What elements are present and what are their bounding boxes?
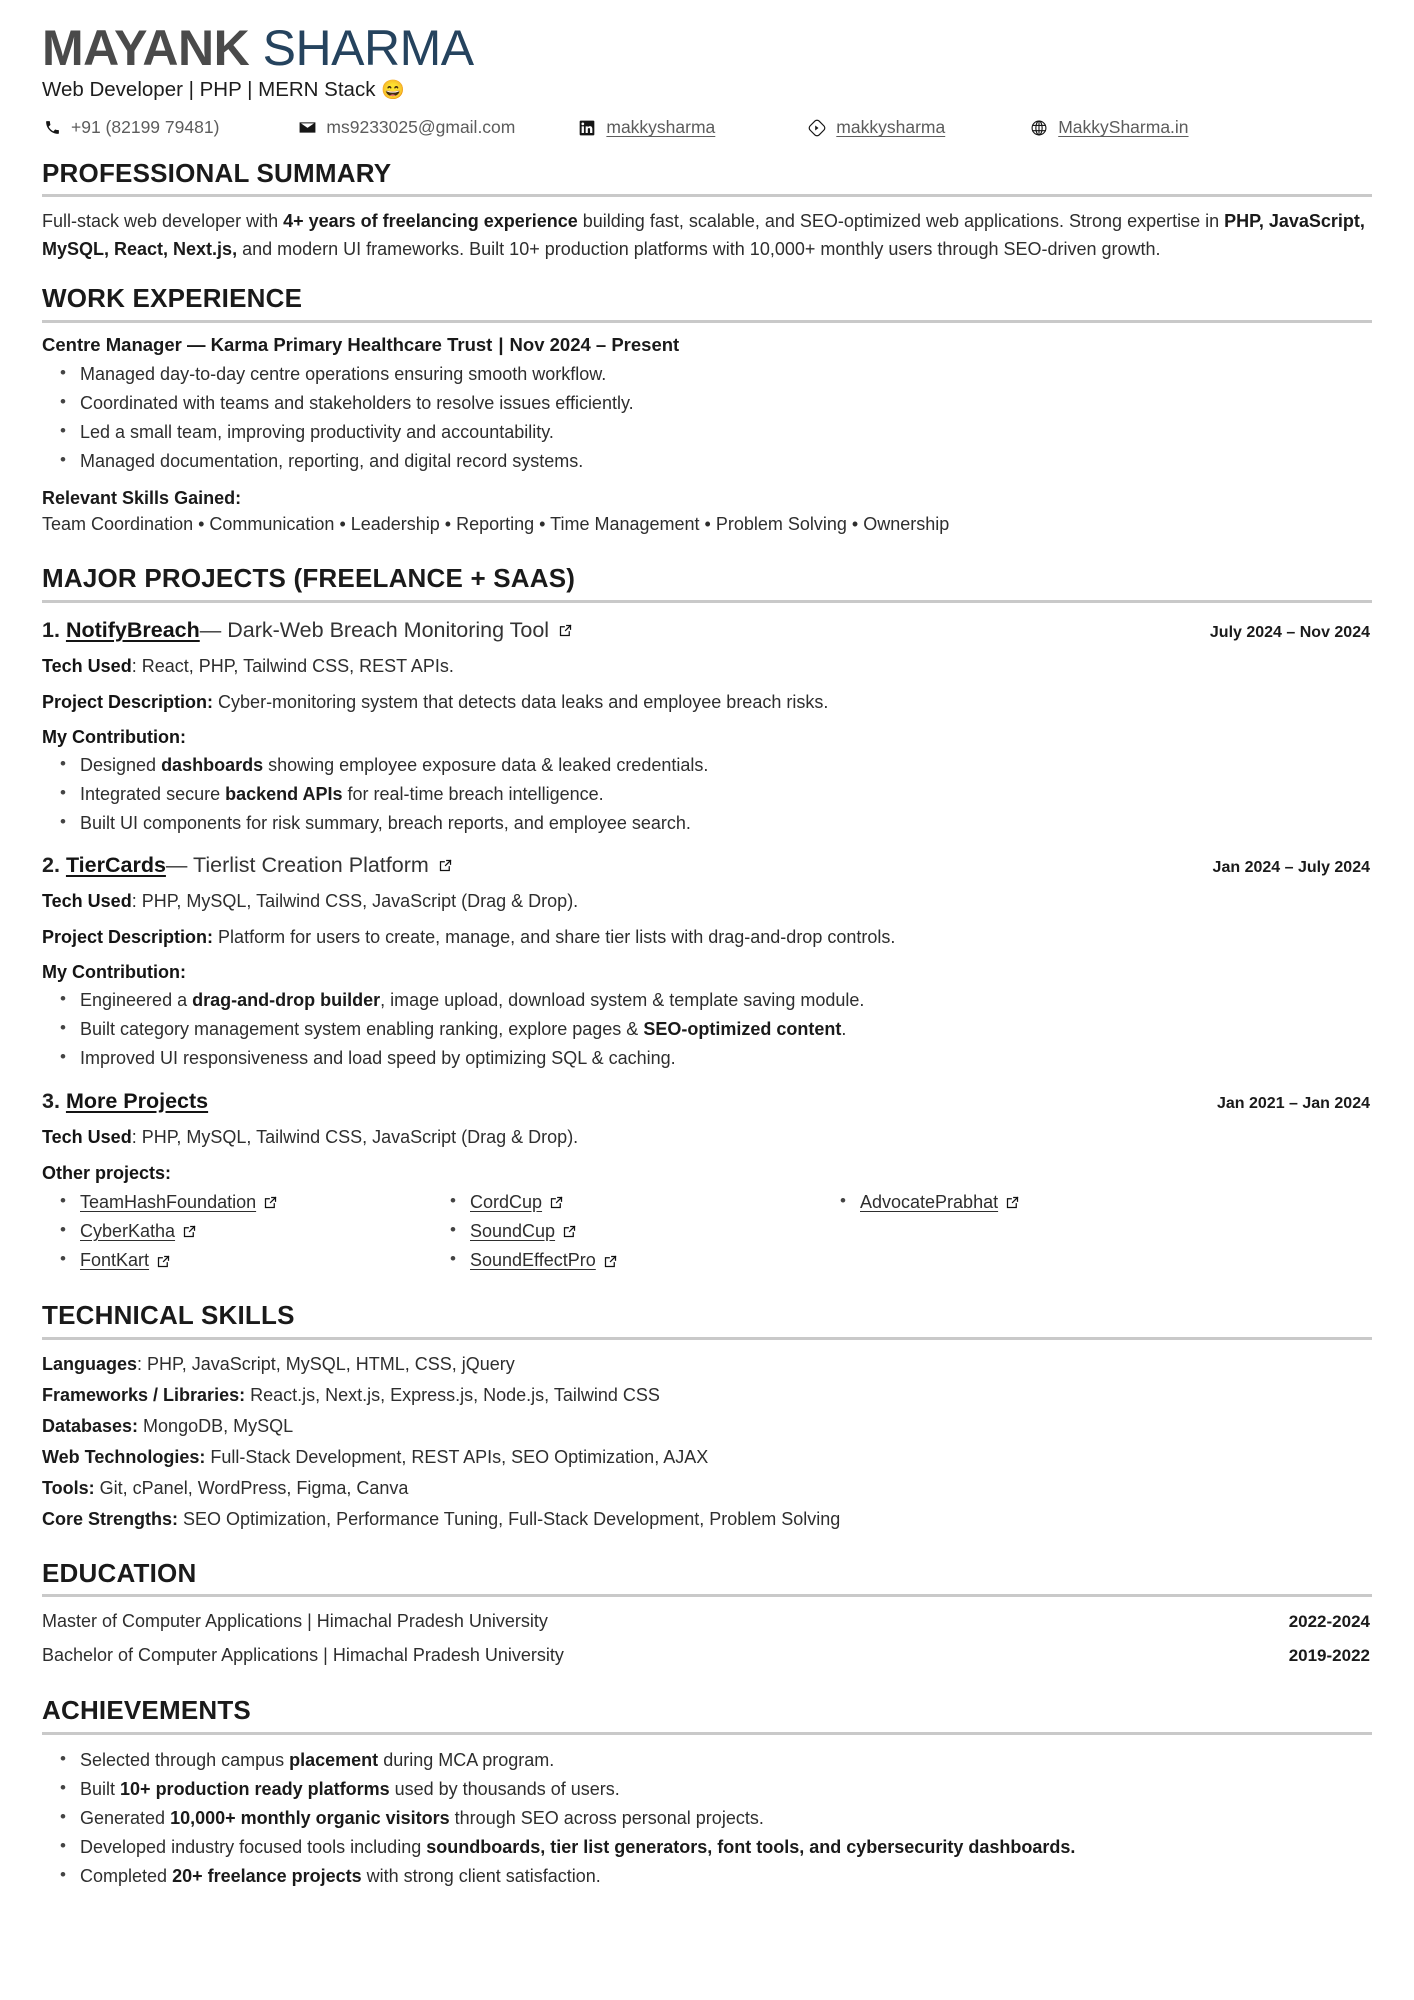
- external-link-icon[interactable]: [438, 858, 453, 873]
- project-date: Jan 2021 – Jan 2024: [1216, 1094, 1370, 1112]
- other-project-link[interactable]: CordCup: [470, 1191, 543, 1212]
- other-project-item: [80, 1246, 432, 1275]
- contact-website[interactable]: [1029, 117, 1188, 138]
- other-projects-label: Other projects:: [42, 1162, 172, 1183]
- project-heading-row: [42, 617, 1372, 644]
- divider: [42, 600, 1372, 603]
- contribution-label: My Contribution:: [42, 962, 186, 983]
- list-item: • Designed dashboards showing employee exposure data & leaked credentials.: [80, 751, 1372, 780]
- smile-emoji-icon: 😄: [381, 80, 405, 101]
- skill-row: [42, 1413, 1372, 1440]
- project-number: 2.: [42, 853, 60, 878]
- project-name[interactable]: NotifyBreach: [65, 617, 200, 642]
- emphasis: placement: [289, 1749, 379, 1770]
- other-project-item: [80, 1188, 432, 1217]
- other-projects-column-3: [822, 1188, 1372, 1275]
- other-project-link[interactable]: CyberKatha: [80, 1220, 176, 1241]
- skill-value: : PHP, JavaScript, MySQL, HTML, CSS, jQuery: [137, 1353, 515, 1374]
- tech-value: : PHP, MySQL, Tailwind CSS, JavaScript (Drag & Drop).: [131, 891, 579, 912]
- phone-icon: [42, 118, 62, 138]
- emphasis: soundboards, tier list generators, font tools, and cybersecurity dashboards.: [426, 1837, 1076, 1857]
- other-project-item: [470, 1217, 822, 1246]
- external-link-icon[interactable]: [1005, 1195, 1020, 1210]
- tech-label: Tech Used: [42, 891, 132, 912]
- skill-label: Databases:: [42, 1415, 139, 1436]
- project-date: July 2024 – Nov 2024: [1209, 623, 1370, 641]
- list-item: • Built category management system enabling ranking, explore pages & SEO-optimized content.: [80, 1015, 1372, 1044]
- project-title: [42, 852, 453, 879]
- list-item: • Developed industry focused tools including soundboards, tier list generators, font tools, and cybersecurity dashboards.: [80, 1833, 1372, 1862]
- project-heading-row: [42, 1088, 1372, 1115]
- phone-number: +91 (82199 79481): [71, 117, 220, 138]
- skill-label: Core Strengths:: [42, 1508, 179, 1529]
- education-row: [42, 1642, 1372, 1670]
- other-project-link[interactable]: TeamHashFoundation: [80, 1191, 257, 1212]
- other-project-link[interactable]: SoundEffectPro: [470, 1249, 596, 1270]
- project-tech: [42, 653, 1372, 680]
- divider: [42, 1337, 1372, 1340]
- list-item: • Improved UI responsiveness and load speed by optimizing SQL & caching.: [80, 1044, 1372, 1073]
- divider: [42, 320, 1372, 323]
- education-degree: Master of Computer Applications | Himachal Pradesh University: [42, 1611, 548, 1632]
- project-entry: [42, 617, 1372, 838]
- section-title-projects: MAJOR PROJECTS (FREELANCE + SAAS): [42, 563, 576, 594]
- hashnode-handle[interactable]: makkysharma: [836, 117, 946, 138]
- tagline-text: Web Developer | PHP | MERN Stack: [42, 78, 376, 101]
- emphasis: 20+ freelance projects: [172, 1866, 362, 1887]
- contact-row: [42, 115, 1372, 141]
- email-address: ms9233025@gmail.com: [326, 117, 516, 138]
- project-heading-row: [42, 852, 1372, 879]
- list-item: • Completed 20+ freelance projects with strong client satisfaction.: [80, 1862, 1372, 1891]
- project-list: [42, 617, 1372, 1074]
- external-link-icon[interactable]: [182, 1224, 197, 1239]
- section-technical-skills: [42, 1301, 1372, 1533]
- relevant-skills-value: Team Coordination • Communication • Leadership • Reporting • Time Management • Problem Solving • Ownership: [42, 514, 950, 535]
- other-project-item: [80, 1217, 432, 1246]
- contact-phone: [42, 117, 219, 138]
- section-title-summary: PROFESSIONAL SUMMARY: [42, 157, 392, 188]
- external-link-icon[interactable]: [562, 1224, 577, 1239]
- other-projects-columns: [42, 1188, 1372, 1275]
- project-date: Jan 2024 – July 2024: [1212, 859, 1370, 877]
- linkedin-icon: [577, 118, 597, 138]
- skill-value: Git, cPanel, WordPress, Figma, Canva: [94, 1477, 409, 1498]
- other-projects-column-1: [42, 1188, 432, 1275]
- project-tech: [42, 888, 1372, 915]
- project-title: [42, 1088, 208, 1115]
- contact-linkedin[interactable]: [577, 117, 715, 138]
- project-subtitle: — Dark-Web Breach Monitoring Tool: [199, 617, 550, 642]
- description-label: Project Description:: [42, 927, 214, 948]
- relevant-skills-label: Relevant Skills Gained:: [42, 488, 242, 509]
- project-more-projects: [42, 1088, 1372, 1275]
- linkedin-handle[interactable]: makkysharma: [606, 117, 716, 138]
- list-item: • Managed documentation, reporting, and digital record systems.: [80, 447, 1372, 476]
- section-title-skills: TECHNICAL SKILLS: [42, 1299, 295, 1330]
- other-project-link[interactable]: SoundCup: [470, 1220, 556, 1241]
- divider: [42, 1594, 1372, 1597]
- education-row: [42, 1608, 1372, 1636]
- achievement-list: [42, 1746, 1372, 1892]
- section-achievements: [42, 1696, 1372, 1891]
- contact-hashnode[interactable]: [807, 117, 945, 138]
- education-year: 2019-2022: [1288, 1646, 1370, 1666]
- section-professional-summary: [42, 159, 1372, 264]
- skills-list: [42, 1351, 1372, 1533]
- divider: [42, 194, 1372, 197]
- list-item: • Generated 10,000+ monthly organic visitors through SEO across personal projects.: [80, 1804, 1372, 1833]
- page-title: [42, 22, 1372, 75]
- other-projects-column-2: [432, 1188, 822, 1275]
- project-description: [42, 924, 1372, 951]
- list-item: • Engineered a drag-and-drop builder, image upload, download system & template saving module.: [80, 986, 1372, 1015]
- list-item: • Led a small team, improving productivity and accountability.: [80, 418, 1372, 447]
- section-work-experience: [42, 284, 1372, 538]
- tech-label: Tech Used: [42, 655, 132, 676]
- skill-row: [42, 1506, 1372, 1533]
- last-name: SHARMA: [262, 20, 474, 76]
- tech-value: : PHP, MySQL, Tailwind CSS, JavaScript (Drag & Drop).: [131, 1126, 579, 1147]
- list-item: • Coordinated with teams and stakeholders to resolve issues efficiently.: [80, 389, 1372, 418]
- list-item: • Integrated secure backend APIs for real-time breach intelligence.: [80, 780, 1372, 809]
- project-title: [42, 617, 573, 644]
- emphasis: dashboards: [161, 754, 264, 775]
- job-separator: |: [498, 333, 504, 355]
- tech-label: Tech Used: [42, 1126, 132, 1147]
- external-link-icon[interactable]: [603, 1254, 618, 1269]
- other-project-link[interactable]: FontKart: [80, 1249, 150, 1270]
- list-item: • Managed day-to-day centre operations ensuring smooth workflow.: [80, 360, 1372, 389]
- skill-row: [42, 1475, 1372, 1502]
- first-name: MAYANK: [42, 20, 250, 76]
- emphasis: backend APIs: [225, 783, 343, 804]
- project-name[interactable]: TierCards: [65, 853, 166, 878]
- skill-label: Tools:: [42, 1477, 95, 1498]
- summary-paragraph: Full-stack web developer with 4+ years of freelancing experience building fast, scalable, and SEO-optimized web applications. Strong expertise in PHP, JavaScript, MySQL, React, Next.js, and modern UI frameworks. Built 10+ production platforms with 10,000+ monthly users through SEO-driven growth.: [42, 211, 1365, 260]
- skill-label: Languages: [42, 1353, 138, 1374]
- emphasis: 4+ years of freelancing experience: [283, 211, 578, 232]
- tech-value: : React, PHP, Tailwind CSS, REST APIs.: [131, 655, 454, 676]
- contact-email: [297, 117, 515, 138]
- emphasis: 10,000+ monthly organic visitors: [170, 1807, 450, 1828]
- section-major-projects: [42, 564, 1372, 1275]
- description-label: Project Description:: [42, 691, 214, 712]
- project-number: 3.: [42, 1088, 60, 1113]
- job-heading: [42, 334, 1372, 356]
- project-description: [42, 689, 1372, 716]
- contribution-list: [42, 751, 1372, 838]
- list-item: • Built UI components for risk summary, breach reports, and employee search.: [80, 809, 1372, 838]
- envelope-icon: [297, 118, 317, 138]
- contribution-label: My Contribution:: [42, 726, 186, 747]
- list-item: • Selected through campus placement during MCA program.: [80, 1746, 1372, 1775]
- external-link-icon[interactable]: [549, 1195, 564, 1210]
- emphasis: 10+ production ready platforms: [120, 1778, 390, 1799]
- skill-value: MongoDB, MySQL: [138, 1415, 294, 1436]
- description-value: Cyber-monitoring system that detects data leaks and employee breach risks.: [213, 691, 829, 712]
- education-list: [42, 1608, 1372, 1670]
- skill-value: SEO Optimization, Performance Tuning, Full-Stack Development, Problem Solving: [178, 1508, 841, 1529]
- work-bullet-list: [42, 360, 1372, 477]
- skill-value: Full-Stack Development, REST APIs, SEO Optimization, AJAX: [205, 1446, 709, 1467]
- external-link-icon[interactable]: [156, 1254, 171, 1269]
- skill-label: Frameworks / Libraries:: [42, 1384, 246, 1405]
- list-item: • Built 10+ production ready platforms used by thousands of users.: [80, 1775, 1372, 1804]
- job-dates: Nov 2024 – Present: [509, 333, 680, 355]
- skill-row: [42, 1351, 1372, 1378]
- divider: [42, 1732, 1372, 1735]
- skill-value: React.js, Next.js, Express.js, Node.js, Tailwind CSS: [245, 1384, 660, 1405]
- emphasis: PHP, JavaScript, MySQL, React, Next.js,: [42, 211, 1365, 260]
- resume-header: [42, 22, 1372, 141]
- skill-row: [42, 1444, 1372, 1471]
- section-title-education: EDUCATION: [42, 1557, 197, 1588]
- website-url[interactable]: MakkySharma.in: [1058, 117, 1189, 138]
- skill-row: [42, 1382, 1372, 1409]
- education-degree: Bachelor of Computer Applications | Himachal Pradesh University: [42, 1645, 564, 1666]
- external-link-icon[interactable]: [263, 1195, 278, 1210]
- project-subtitle: — Tierlist Creation Platform: [165, 853, 429, 878]
- project-name[interactable]: More Projects: [65, 1088, 209, 1113]
- skill-label: Web Technologies:: [42, 1446, 206, 1467]
- emphasis: SEO-optimized content: [643, 1019, 842, 1040]
- education-year: 2022-2024: [1288, 1612, 1370, 1632]
- project-entry: [42, 852, 1372, 1073]
- section-title-achievements: ACHIEVEMENTS: [42, 1694, 251, 1725]
- external-link-icon[interactable]: [558, 623, 573, 638]
- project-number: 1.: [42, 617, 60, 642]
- project-tech: [42, 1124, 1372, 1151]
- description-value: Platform for users to create, manage, and share tier lists with drag-and-drop controls.: [213, 927, 896, 948]
- section-title-work: WORK EXPERIENCE: [42, 283, 303, 314]
- contribution-list: [42, 986, 1372, 1073]
- other-project-link[interactable]: AdvocatePrabhat: [860, 1191, 999, 1212]
- other-project-item: [470, 1246, 822, 1275]
- job-role: Centre Manager — Karma Primary Healthcare Trust: [42, 333, 493, 355]
- professional-tagline: [42, 77, 1372, 103]
- hashnode-diamond-icon: [807, 118, 827, 138]
- other-project-item: [860, 1188, 1372, 1217]
- other-project-item: [470, 1188, 822, 1217]
- emphasis: drag-and-drop builder: [192, 990, 381, 1011]
- section-education: [42, 1559, 1372, 1670]
- globe-icon: [1029, 118, 1049, 138]
